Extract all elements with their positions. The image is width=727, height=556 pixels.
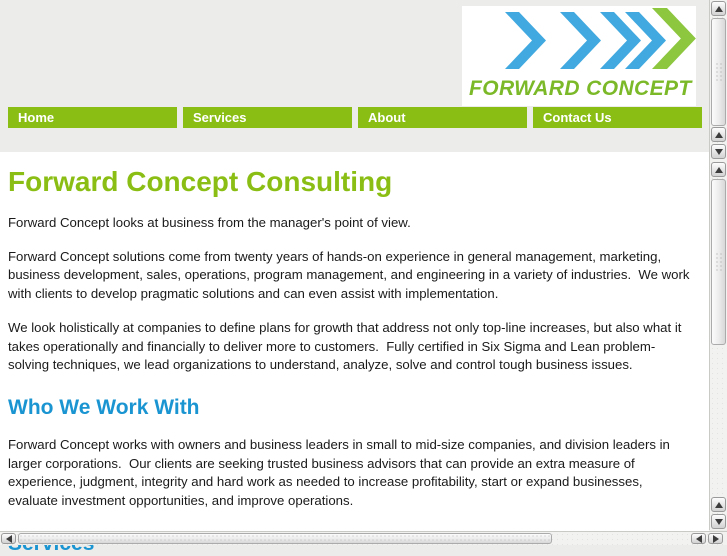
scroll-up-button[interactable] <box>711 162 726 177</box>
thumb-grip-icon <box>715 62 724 82</box>
scroll-right-icon <box>713 535 719 543</box>
scrollbar-thumb[interactable] <box>711 179 726 345</box>
nav-item-about[interactable]: About <box>358 107 527 128</box>
scroll-left-icon <box>696 535 702 543</box>
intro-paragraph: Forward Concept looks at business from the manager's point of view. <box>8 215 411 230</box>
main-content <box>0 152 709 531</box>
experience-paragraph: Forward Concept solutions come from twenty years of hands-on experience in general management, marketing, business development, sales, operations, program management, and engineering in a variety of industries. We work with clients to develop pragmatic solutions and can even assist with implementation. <box>8 248 694 302</box>
scroll-left-icon <box>6 535 12 543</box>
scrollbar-thumb[interactable] <box>711 18 726 126</box>
thumb-grip-icon <box>715 252 724 272</box>
heading-who-we-work-with: Who We Work With <box>8 395 200 419</box>
nav-item-contact-us[interactable]: Contact Us <box>533 107 702 128</box>
scroll-left-button[interactable] <box>691 533 706 544</box>
main-nav <box>8 107 702 128</box>
scroll-up-button[interactable] <box>711 1 726 16</box>
scroll-right-button[interactable] <box>708 533 723 544</box>
scroll-left-button[interactable] <box>1 533 16 544</box>
scroll-down-icon <box>715 519 723 525</box>
scroll-up-icon <box>715 6 723 12</box>
brand-name: FORWARD CONCEPT <box>469 77 692 100</box>
header <box>0 0 709 152</box>
scroll-up-button[interactable] <box>711 497 726 512</box>
scroll-up-button[interactable] <box>711 127 726 142</box>
scroll-down-icon <box>715 149 723 155</box>
scroll-down-button[interactable] <box>711 144 726 159</box>
nav-item-home[interactable]: Home <box>8 107 177 128</box>
horizontal-scrollbar[interactable] <box>0 531 727 545</box>
header-vertical-scrollbar[interactable] <box>709 0 727 161</box>
scrollbar-thumb[interactable] <box>18 533 552 544</box>
content-vertical-scrollbar[interactable] <box>709 161 727 530</box>
page-title: Forward Concept Consulting <box>8 166 393 197</box>
holistic-paragraph: We look holistically at companies to define plans for growth that address not only top-line increases, but also what it takes operationally and financially to deliver more to customers. Fully certified in Six Sigma and Lean problem-solving techniques, we lead organizations to understand, analyze, solve and control tough business issues. <box>8 319 686 373</box>
scroll-up-icon <box>715 167 723 173</box>
company-logo <box>462 6 696 106</box>
scroll-up-icon <box>715 132 723 138</box>
who-we-work-with-paragraph: Forward Concept works with owners and business leaders in small to mid-size companies, and division leaders in larger corporations. Our clients are seeking trusted business advisors that can provide an extra measure of experience, judgment, integrity and hard work as needed to increase profitability, start or expand businesses, evaluate investment opportunities, and improve operations. <box>8 436 674 509</box>
scroll-down-button[interactable] <box>711 514 726 529</box>
nav-item-services[interactable]: Services <box>183 107 352 128</box>
scroll-up-icon <box>715 502 723 508</box>
